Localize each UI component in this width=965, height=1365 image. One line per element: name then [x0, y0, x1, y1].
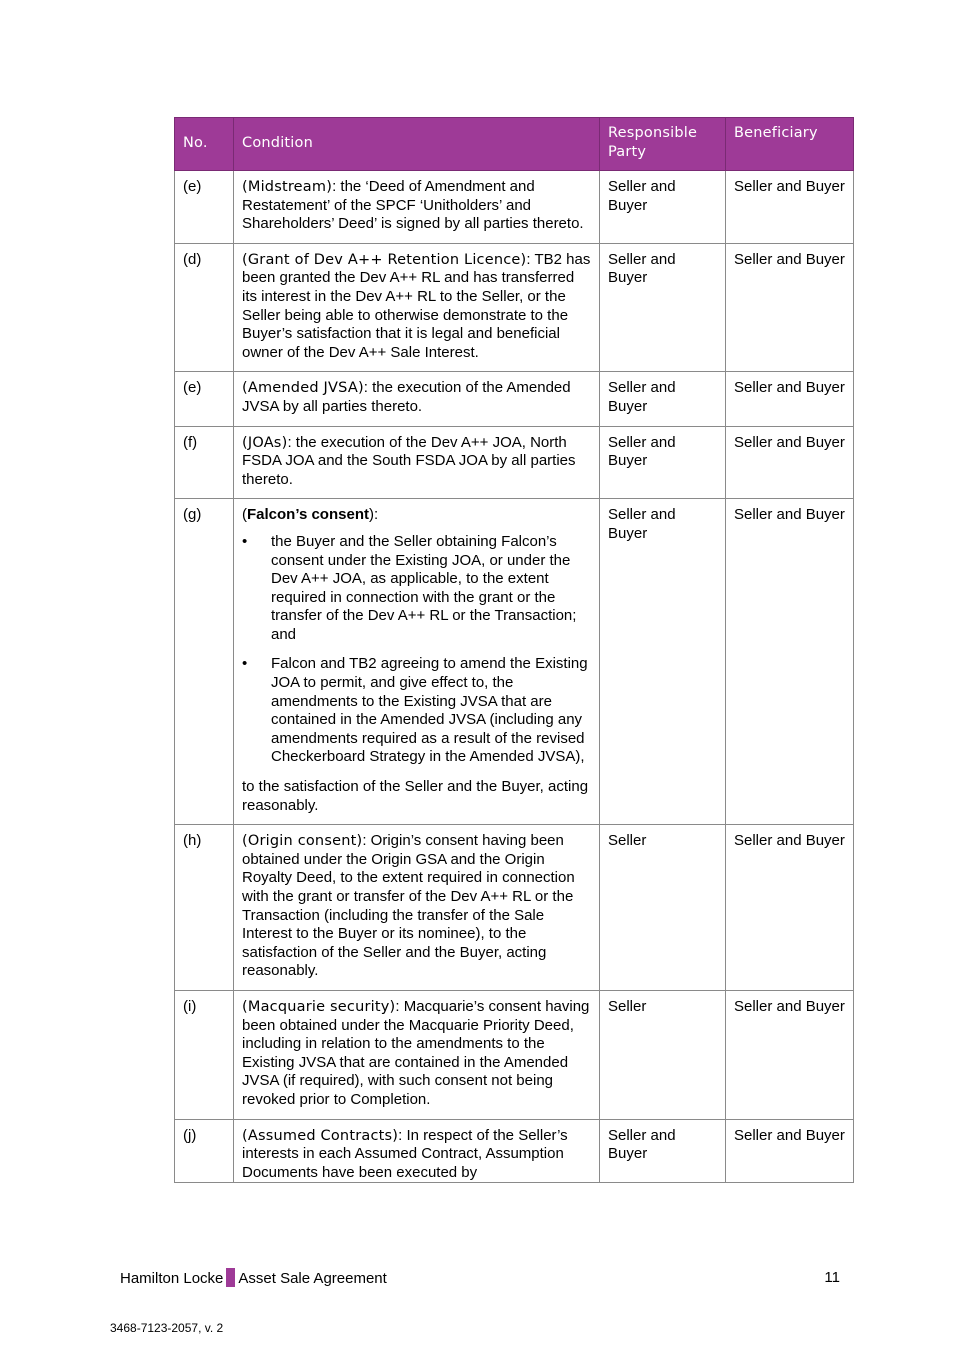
- condition-text: : Origin’s consent having been obtained under the Origin GSA and the Origin Royalty Deed, to the extent required in connection with the grant or transfer of the Dev A++ RL or the Transaction (including the transfer of the Sale Interest to the Buyer or its nominee), to the satisfaction of the Seller and the Buyer, acting reasonably.: [242, 832, 575, 980]
- page-number: 11: [824, 1269, 840, 1286]
- condition-cell: [234, 825, 600, 991]
- list-item: • Falcon and TB2 agreeing to amend the Existing JOA to permit, and give effect to, the amendments to the Existing JVSA that are contained in the Amended JVSA (including any amendments required as a result of the revised Checkerboard Strategy in the Amended JVSA),: [242, 655, 591, 767]
- condition-cell: [234, 426, 600, 499]
- beneficiary-cell: Seller and Buyer: [726, 243, 854, 372]
- condition-cell: [234, 171, 600, 244]
- row-number: (e): [175, 372, 234, 426]
- condition-text: : the execution of the Amended JVSA by all parties thereto.: [242, 379, 571, 415]
- condition-heading: (Macquarie security): [242, 998, 396, 1015]
- condition-cell: [234, 372, 600, 426]
- condition-heading-line: [242, 506, 591, 525]
- responsible-party-cell: Seller: [600, 825, 726, 991]
- responsible-party-cell: Seller and Buyer: [600, 372, 726, 426]
- table-row: [175, 825, 854, 991]
- row-number: (f): [175, 426, 234, 499]
- condition-cell: [234, 990, 600, 1119]
- footer-document-title: Asset Sale Agreement: [238, 1270, 387, 1287]
- condition-text: : Macquarie’s consent having been obtained under the Macquarie Priority Deed, including in relation to the amendments to the Existing JVSA that are contained in the Amended JVSA (if required), with such consent not being revoked prior to Completion.: [242, 997, 590, 1108]
- beneficiary-cell: Seller and Buyer: [726, 990, 854, 1119]
- conditions-table: [174, 117, 854, 1183]
- header-condition: Condition: [234, 118, 600, 171]
- responsible-party-cell: Seller and Buyer: [600, 426, 726, 499]
- open-paren: (: [242, 506, 247, 524]
- table-row: [175, 243, 854, 372]
- responsible-party-cell: Seller and Buyer: [600, 171, 726, 244]
- list-item: • the Buyer and the Seller obtaining Falcon’s consent under the Existing JOA, or under the Dev A++ JOA, as applicable, to the extent required in connection with the grant or the transfer of the Dev A++ RL or the Transaction; and: [242, 533, 591, 645]
- responsible-party-cell: Seller and Buyer: [600, 243, 726, 372]
- condition-text: : In respect of the Seller’s interests in each Assumed Contract, Assumption Documents have been executed by: [242, 1126, 568, 1181]
- condition-text: : the execution of the Dev A++ JOA, North FSDA JOA and the South FSDA JOA by all parties thereto.: [242, 433, 576, 488]
- beneficiary-cell: Seller and Buyer: [726, 1119, 854, 1183]
- condition-heading: (Amended JVSA): [242, 380, 364, 397]
- row-number: (e): [175, 171, 234, 244]
- responsible-party-cell: Seller and Buyer: [600, 1119, 726, 1183]
- beneficiary-cell: Seller and Buyer: [726, 171, 854, 244]
- condition-heading: (Assumed Contracts): [242, 1127, 399, 1144]
- condition-heading-bold: Falcon’s consent: [247, 506, 369, 524]
- condition-heading: (Origin consent): [242, 833, 363, 850]
- document-reference: 3468-7123-2057, v. 2: [110, 1321, 224, 1335]
- table-row: [175, 171, 854, 244]
- condition-text: : the ‘Deed of Amendment and Restatement’ of the SPCF ‘Unitholders’ and Shareholders’ Deed’ is signed by all parties thereto.: [242, 178, 584, 233]
- table-row: [175, 372, 854, 426]
- row-number: (d): [175, 243, 234, 372]
- condition-cell: [234, 499, 600, 825]
- bullet-list: [242, 533, 591, 767]
- responsible-party-cell: Seller: [600, 990, 726, 1119]
- footer-firm-name: Hamilton Locke: [120, 1270, 224, 1287]
- table-row: [175, 1119, 854, 1183]
- row-number: (i): [175, 990, 234, 1119]
- table-row: [175, 499, 854, 825]
- header-responsible-party: Responsible Party: [600, 118, 726, 171]
- header-no: No.: [175, 118, 234, 171]
- row-number: (g): [175, 499, 234, 825]
- beneficiary-cell: Seller and Buyer: [726, 372, 854, 426]
- condition-heading: (JOAs): [242, 434, 288, 451]
- row-number: (j): [175, 1119, 234, 1183]
- beneficiary-cell: Seller and Buyer: [726, 825, 854, 991]
- condition-heading: (Midstream): [242, 179, 333, 195]
- responsible-party-cell: Seller and Buyer: [600, 499, 726, 825]
- page-footer: [120, 1268, 840, 1289]
- beneficiary-cell: Seller and Buyer: [726, 426, 854, 499]
- table-header-row: [175, 118, 854, 171]
- row-number: (h): [175, 825, 234, 991]
- condition-text: : TB2 has been granted the Dev A++ RL and has transferred its interest in the Dev A++ RL to the Seller, or the Seller being able to otherwise demonstrate to the Buyer’s satisfaction that it is legal and beneficial owner of the Dev A++ Sale Interest.: [242, 250, 591, 361]
- condition-heading: (Grant of Dev A++ Retention Licence): [242, 251, 527, 268]
- close-paren: ):: [368, 506, 379, 524]
- header-beneficiary: Beneficiary: [726, 118, 854, 171]
- condition-tail: to the satisfaction of the Seller and the Buyer, acting reasonably.: [242, 778, 589, 814]
- condition-cell: [234, 243, 600, 372]
- table-row: [175, 426, 854, 499]
- beneficiary-cell: Seller and Buyer: [726, 499, 854, 825]
- table-row: [175, 990, 854, 1119]
- footer-divider-bar: [226, 1268, 235, 1287]
- condition-cell: [234, 1119, 600, 1183]
